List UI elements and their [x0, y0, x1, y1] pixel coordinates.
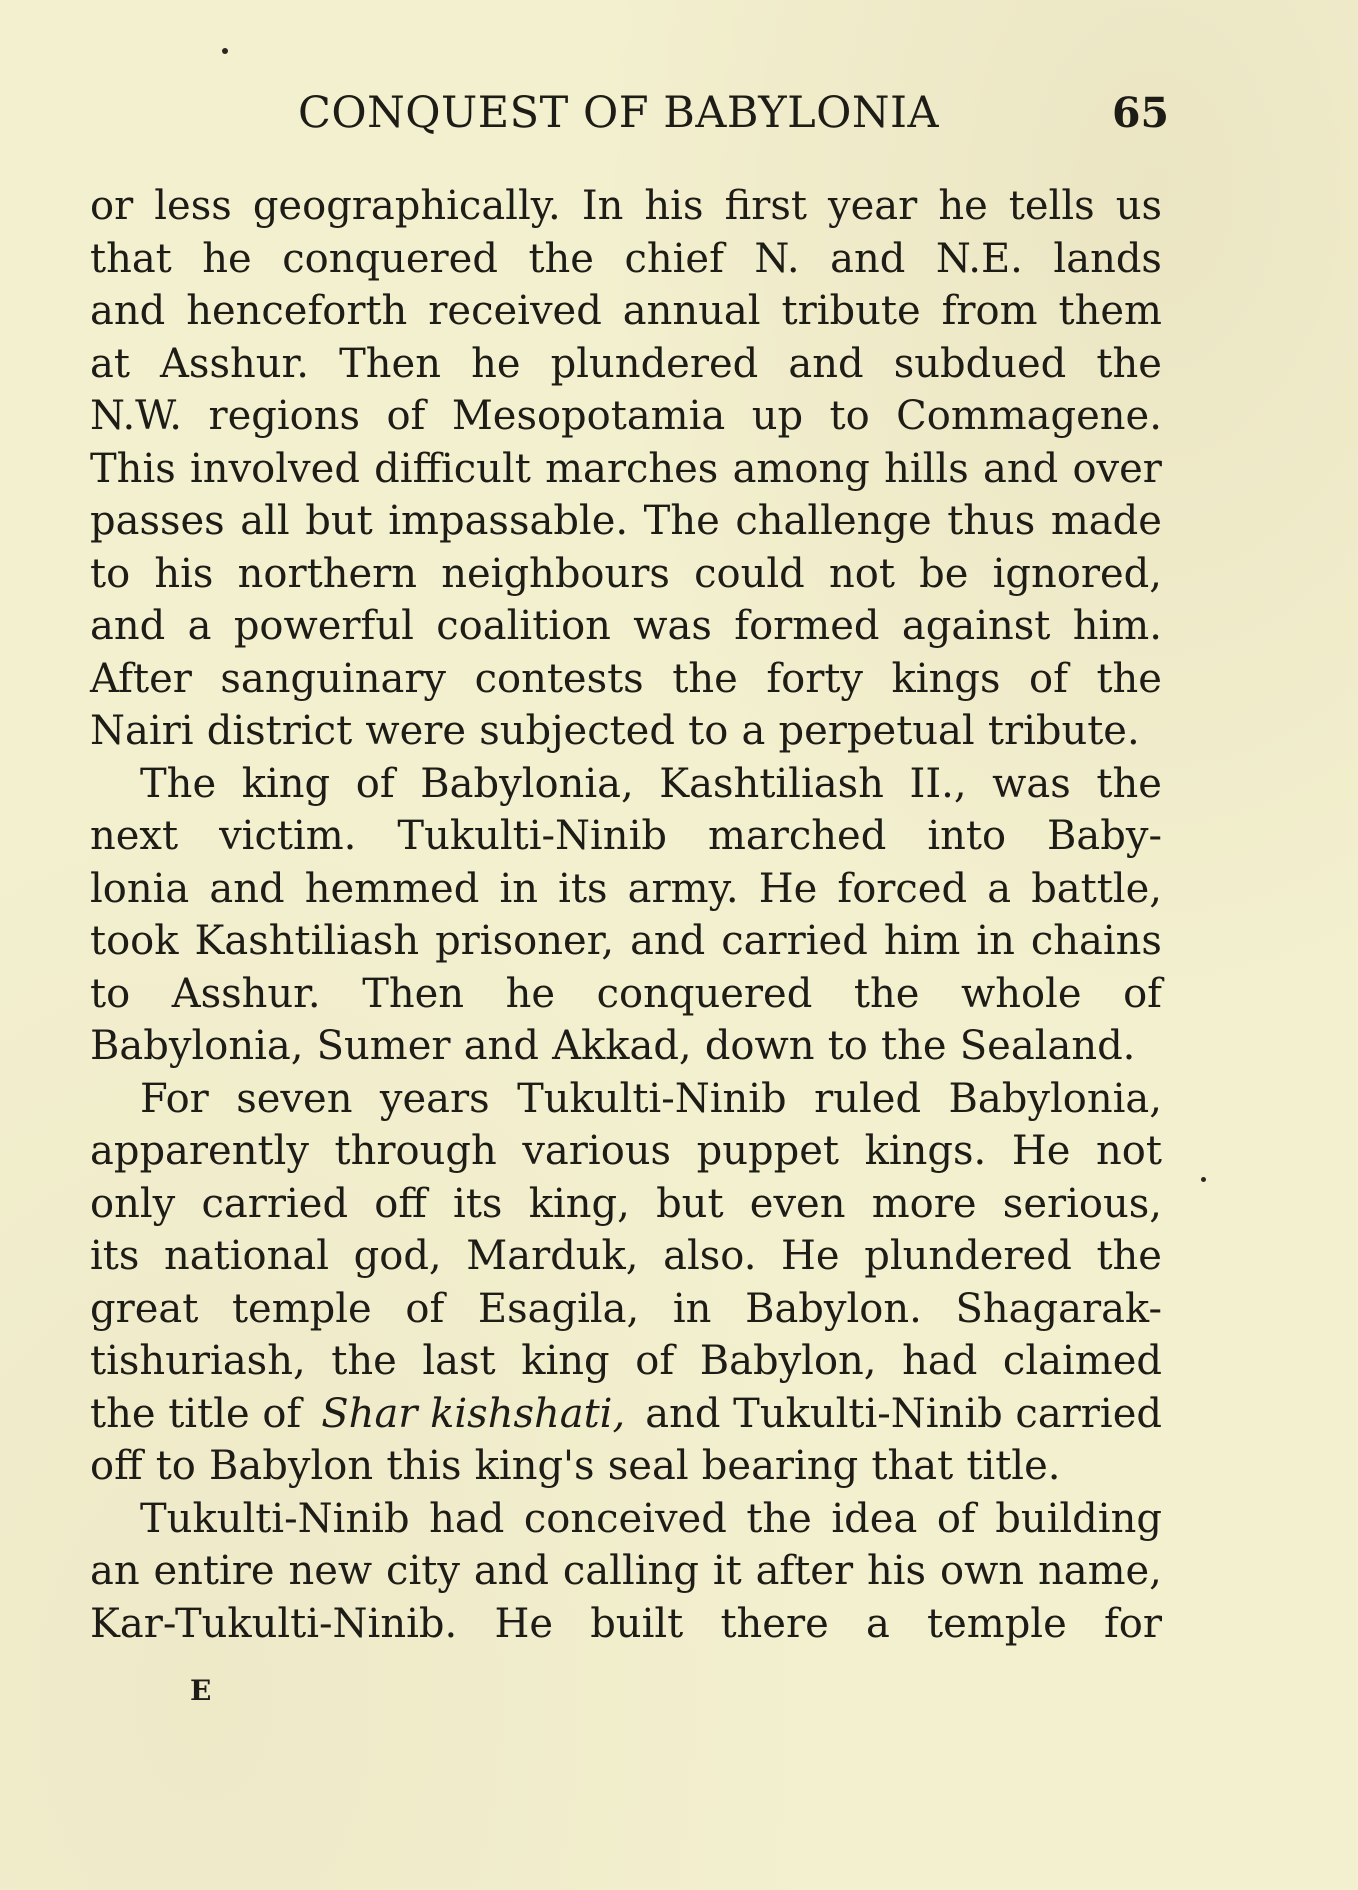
text-line: [90, 1073, 1162, 1126]
text-line: [90, 1335, 1162, 1388]
word: own: [939, 1548, 1025, 1594]
word: annual: [622, 288, 761, 334]
page-number: 65: [1112, 89, 1170, 137]
word: Then: [339, 340, 441, 387]
word: carried: [201, 1180, 349, 1227]
ink-speck: [1201, 1177, 1206, 1182]
word: and: [473, 1548, 550, 1594]
word: lonia: [90, 865, 190, 912]
word: II.,: [909, 760, 967, 807]
word: and: [90, 288, 166, 334]
text-line: [90, 1125, 1162, 1178]
word: perpetual: [778, 708, 975, 754]
word: He: [1011, 1128, 1071, 1174]
word: to: [827, 1023, 868, 1069]
word: of: [355, 760, 395, 807]
word: also.: [663, 1233, 757, 1279]
word: seal: [607, 1443, 689, 1489]
word: the: [1096, 760, 1162, 807]
text-line: [90, 1020, 1162, 1073]
word: were: [365, 708, 467, 754]
word: of: [386, 393, 426, 439]
word: passes: [90, 498, 225, 544]
word: and: [788, 340, 864, 387]
word: could: [694, 550, 805, 597]
word: Commagene.: [896, 393, 1162, 439]
word: plundered: [550, 340, 759, 387]
running-title: CONQUEST OF BABYLONIA: [298, 88, 940, 138]
word: Asshur.: [171, 970, 321, 1017]
word: seven: [236, 1075, 353, 1122]
word: last: [422, 1338, 496, 1384]
word: that: [871, 1443, 954, 1489]
word: a: [865, 1600, 890, 1647]
word: over: [1072, 445, 1162, 492]
word: tribute: [781, 288, 921, 334]
word: N.E.: [935, 235, 1023, 282]
text-line: [90, 758, 1162, 811]
word: that: [90, 235, 172, 282]
word: powerful: [233, 603, 414, 649]
word: kings.: [864, 1128, 987, 1174]
word: only: [90, 1180, 176, 1227]
word: tells: [1008, 183, 1095, 229]
word: us: [1115, 183, 1162, 229]
word: there: [720, 1600, 829, 1647]
italic-term: Shar kishshati,: [321, 1390, 626, 1437]
word: ignored,: [992, 550, 1162, 597]
word: up: [751, 393, 804, 439]
text-line: [90, 1598, 1162, 1651]
word: tribute.: [987, 708, 1140, 754]
text-line: [90, 705, 1162, 758]
word: contests: [474, 655, 644, 702]
word: him.: [1072, 603, 1162, 649]
word: the: [672, 655, 738, 702]
word: its: [90, 1233, 140, 1279]
word: was: [992, 760, 1071, 807]
text-line: [90, 968, 1162, 1021]
word: geographically.: [252, 183, 561, 229]
word: puppet: [696, 1128, 839, 1174]
word: claimed: [1002, 1338, 1162, 1384]
word: chains: [1030, 918, 1162, 964]
word: impassable.: [388, 498, 629, 544]
word: and: [209, 865, 285, 912]
word: lands: [1053, 235, 1162, 282]
word: among: [732, 445, 870, 492]
word: had: [429, 1495, 505, 1542]
word: marches: [545, 445, 719, 492]
word: in: [672, 1285, 712, 1332]
word: Mesopotamia: [451, 393, 726, 439]
word: Asshur.: [160, 340, 309, 387]
word: Sealand.: [959, 1023, 1136, 1069]
word: the: [853, 970, 920, 1017]
word: to: [688, 708, 729, 754]
word: but: [656, 1180, 724, 1227]
word: idea: [831, 1495, 918, 1542]
word: king: [241, 760, 331, 807]
word: its: [453, 1180, 503, 1227]
word: less: [154, 183, 232, 229]
word: in: [499, 865, 539, 912]
word: the: [1096, 340, 1162, 387]
ink-speck: [222, 48, 228, 54]
word: various: [522, 1128, 672, 1174]
word: from: [941, 288, 1038, 334]
word: conquered: [596, 970, 813, 1017]
word: entire: [153, 1548, 275, 1594]
text-segment: the title of: [90, 1390, 302, 1437]
word: Baby-: [1047, 813, 1162, 859]
word: This: [90, 445, 176, 492]
word: coalition: [436, 603, 611, 649]
word: against: [901, 603, 1051, 649]
word: through: [334, 1128, 497, 1174]
word: forty: [766, 655, 863, 702]
word: Kar-Tukulti-Ninib.: [90, 1600, 458, 1647]
word: the: [746, 1495, 812, 1542]
word: of: [405, 1285, 445, 1332]
word: he: [471, 340, 521, 387]
word: apparently: [90, 1128, 309, 1174]
word: temple: [927, 1600, 1067, 1647]
word: formed: [734, 603, 880, 649]
word: N.W.: [90, 393, 182, 439]
word: this: [386, 1443, 462, 1489]
word: kings: [891, 655, 1001, 702]
text-line: [90, 1283, 1162, 1336]
word: tishuriash,: [90, 1338, 306, 1384]
word: received: [428, 288, 602, 334]
word: to: [155, 1443, 196, 1489]
word: an: [90, 1548, 140, 1594]
word: to: [829, 393, 870, 439]
word: N.: [754, 235, 800, 282]
word: thus: [947, 498, 1036, 544]
text-line: [90, 810, 1162, 863]
running-header: [0, 88, 1358, 138]
word: for: [1103, 1600, 1162, 1647]
word: challenge: [735, 498, 932, 544]
word: Tukulti-Ninib: [517, 1075, 787, 1122]
word: army.: [627, 865, 739, 912]
word: For: [140, 1075, 209, 1122]
word: Shagarak-: [955, 1285, 1162, 1332]
word: and: [830, 235, 906, 282]
word: difficult: [374, 445, 531, 492]
word: chief: [624, 235, 724, 282]
word: hemmed: [304, 865, 480, 912]
word: temple: [231, 1285, 372, 1332]
word: into: [927, 813, 1007, 859]
text-line: [90, 443, 1162, 496]
word: year: [828, 183, 918, 229]
word: not: [828, 550, 895, 597]
word: Marduk,: [466, 1233, 639, 1279]
word: after: [755, 1548, 854, 1594]
word: subjected: [479, 708, 675, 754]
word: ruled: [814, 1075, 922, 1122]
word: prisoner,: [435, 918, 615, 964]
word: at: [90, 340, 130, 387]
word: in: [976, 918, 1015, 964]
word: title.: [966, 1443, 1061, 1489]
word: built: [590, 1600, 684, 1647]
word: Babylon.: [745, 1285, 922, 1332]
word: hills: [884, 445, 969, 492]
word: of: [635, 1338, 675, 1384]
word: all: [240, 498, 290, 544]
word: first: [724, 183, 807, 229]
text-line: [90, 548, 1162, 601]
word: he: [505, 970, 556, 1017]
word: more: [871, 1180, 977, 1227]
word: Babylon: [209, 1443, 374, 1489]
word: the: [881, 1023, 947, 1069]
word: Esagila,: [477, 1285, 640, 1332]
word: not: [1096, 1128, 1162, 1174]
word: it: [712, 1548, 742, 1594]
word: was: [633, 603, 712, 649]
word: to: [90, 550, 131, 597]
word: years: [379, 1075, 490, 1122]
word: of: [936, 1495, 976, 1542]
word: district: [206, 708, 353, 754]
signature-mark: E: [190, 1674, 213, 1707]
text-line: [90, 915, 1162, 968]
text-line: [90, 233, 1162, 286]
word: of: [1029, 655, 1068, 702]
word: neighbours: [441, 550, 670, 597]
word: serious,: [1002, 1180, 1162, 1227]
text-segment: and Tukulti-Ninib carried: [645, 1390, 1162, 1437]
word: After: [90, 655, 192, 702]
text-line: [90, 600, 1162, 653]
word: He: [494, 1600, 553, 1647]
word: had: [902, 1338, 978, 1384]
word: He: [781, 1233, 840, 1279]
word: Babylonia,: [948, 1075, 1162, 1122]
word: his: [867, 1548, 927, 1594]
word: building: [995, 1495, 1162, 1542]
word: and: [982, 445, 1059, 492]
text-line: [90, 495, 1162, 548]
word: national: [164, 1233, 329, 1279]
word: name,: [1037, 1548, 1162, 1594]
word: Tukulti-Ninib: [140, 1495, 410, 1542]
text-line: [90, 1178, 1162, 1231]
word: Babylonia,: [90, 1023, 304, 1069]
word: He: [758, 865, 818, 912]
word: a: [741, 708, 766, 754]
word: or: [90, 183, 134, 229]
word: even: [749, 1180, 846, 1227]
word: he: [938, 183, 988, 229]
word: the: [1096, 1233, 1162, 1279]
word: he: [202, 235, 252, 282]
word: plundered: [864, 1233, 1072, 1279]
word: conquered: [282, 235, 498, 282]
text-line: [90, 1440, 1162, 1493]
body-text: [90, 180, 1162, 1650]
text-line: [90, 1493, 1162, 1546]
word: king: [521, 1338, 610, 1384]
word: next: [90, 813, 179, 859]
word: but: [305, 498, 373, 544]
word: of: [1123, 970, 1162, 1017]
word: involved: [190, 445, 360, 492]
word: down: [704, 1023, 815, 1069]
text-line: [90, 285, 1162, 338]
word: city: [386, 1548, 460, 1594]
word: calling: [562, 1548, 699, 1594]
word: Tukulti-Ninib: [397, 813, 667, 859]
word: and: [90, 603, 166, 649]
word: henceforth: [186, 288, 408, 334]
word: Kashtiliash: [194, 918, 420, 964]
text-line: [90, 1545, 1162, 1598]
word: Babylon,: [699, 1338, 877, 1384]
word: to: [90, 970, 131, 1017]
word: subdued: [893, 340, 1067, 387]
word: great: [90, 1285, 199, 1332]
word: took: [90, 918, 179, 964]
word: regions: [208, 393, 361, 439]
word: Sumer: [316, 1023, 451, 1069]
word: The: [140, 760, 217, 807]
word: northern: [237, 550, 418, 597]
word: The: [643, 498, 720, 544]
word: the: [331, 1338, 397, 1384]
word: Babylonia,: [420, 760, 634, 807]
word: Then: [362, 970, 465, 1017]
word: Akkad,: [552, 1023, 692, 1069]
text-line: [90, 653, 1162, 706]
word: the: [528, 235, 594, 282]
word: Kashtiliash: [659, 760, 884, 807]
word: Nairi: [90, 708, 194, 754]
word: battle,: [1031, 865, 1162, 912]
word: its: [558, 865, 608, 912]
word: his: [154, 550, 214, 597]
word: a: [187, 603, 212, 649]
word: a: [987, 865, 1012, 912]
text-line: [90, 338, 1162, 391]
word: king's: [474, 1443, 595, 1489]
word: made: [1050, 498, 1162, 544]
word: victim.: [219, 813, 357, 859]
text-line: [90, 863, 1162, 916]
word: and: [630, 918, 706, 964]
word: In: [581, 183, 624, 229]
word: be: [919, 550, 969, 597]
word: him: [883, 918, 961, 964]
word: whole: [960, 970, 1082, 1017]
text-line: [90, 1388, 1162, 1441]
text-line: [90, 1230, 1162, 1283]
text-line: [90, 390, 1162, 443]
word: his: [644, 183, 704, 229]
word: off: [374, 1180, 427, 1227]
word: the: [1096, 655, 1162, 702]
word: god,: [353, 1233, 442, 1279]
word: carried: [721, 918, 868, 964]
word: marched: [707, 813, 887, 859]
word: conceived: [523, 1495, 727, 1542]
word: new: [288, 1548, 373, 1594]
word: bearing: [701, 1443, 859, 1489]
word: king,: [528, 1180, 630, 1227]
word: off: [90, 1443, 143, 1489]
word: them: [1058, 288, 1162, 334]
word: forced: [837, 865, 968, 912]
text-line: [90, 180, 1162, 233]
word: and: [463, 1023, 539, 1069]
word: sanguinary: [220, 655, 447, 702]
